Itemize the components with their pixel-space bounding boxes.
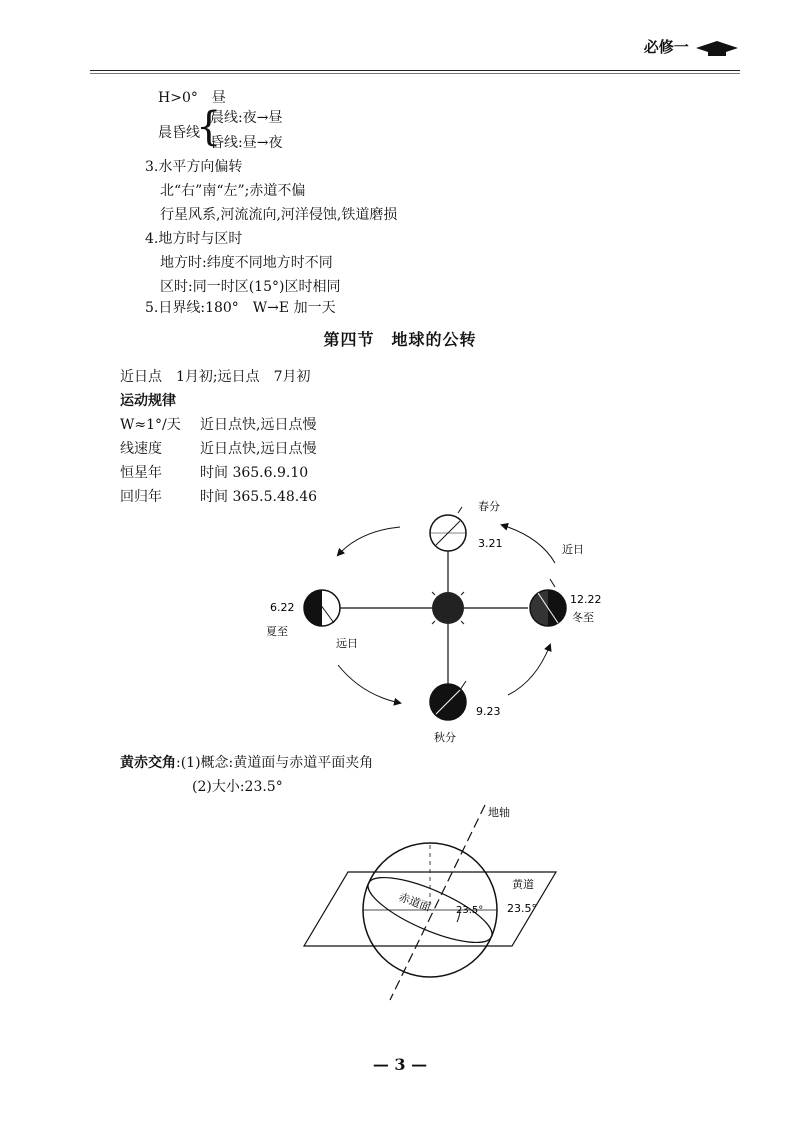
earth-summer-icon [304,590,340,626]
angle-inner-label: 23.5° [456,905,484,916]
brace: { [196,104,222,150]
item3-line-b: 行星风系,河流流向,河洋侵蚀,铁道磨损 [160,207,398,223]
spring-label: 春分 [478,500,500,513]
perihelion-line: 近日点 1月初;远日点 7月初 [120,369,311,385]
orbit-arrow-bottom-left [338,665,400,703]
dusk-line: 昏线:昼→夜 [210,135,283,151]
autumn-label: 秋分 [434,731,456,744]
autumn-date: 9.23 [476,705,501,718]
obliquity-line [120,754,373,772]
header-rule [90,70,740,71]
orbit-arrow-top-left [338,527,400,555]
motion-title: 运动规律 [120,393,176,409]
obliquity-concept: :(1)概念:黄道面与赤道平面夹角 [176,755,374,771]
winter-label: 冬至 [572,611,594,624]
line-h-gt0: H>0° 昼 [158,90,226,106]
earth-spring-icon [430,507,466,551]
item4-line-a: 地方时:纬度不同地方时不同 [160,255,333,271]
graduation-cap-icon [694,39,740,57]
axis-label: 地轴 [488,806,510,819]
summer-label: 夏至 [266,625,288,638]
obliquity-size: (2)大小:23.5° [192,779,283,795]
section-title: 第四节 地球的公转 [323,330,477,349]
angular-value: 近日点快,远日点慢 [200,417,317,433]
earth-autumn-icon [430,681,466,720]
item5-line: 5.日界线:180° W→E 加一天 [145,300,336,316]
sidereal-value: 时间 365.6.9.10 [200,465,309,481]
linear-value: 近日点快,远日点慢 [200,441,317,457]
header-rule-secondary [90,73,740,74]
item4-heading: 4.地方时与区时 [145,231,243,247]
tilt-diagram [300,800,570,1019]
header-title: 必修一 [644,36,740,57]
linear-label: 线速度 [120,441,162,457]
far-sun-label: 远日 [336,637,358,650]
item4-line-b: 区时:同一时区(15°)区时相同 [160,279,341,295]
angular-label: W≈1°/天 [120,417,181,433]
angle-outer-label: 23.5° [507,902,537,915]
orbit-arrow-top-right [502,525,555,563]
tropical-value: 时间 365.5.48.46 [200,489,318,505]
spring-date: 3.21 [478,537,503,550]
item3-heading: 3.水平方向偏转 [145,159,243,175]
dawn-line: 晨线:夜→昼 [210,110,283,126]
orbit-arrow-bottom-right [508,645,550,695]
obliquity-title: 黄赤交角 [120,755,176,771]
earth-winter-icon [530,579,566,626]
item3-line-a: 北“右”南“左”;赤道不偏 [160,183,306,199]
twilight-label: 晨昏线 [158,125,200,141]
orbit-diagram [250,495,610,754]
page-number: — 3 — [372,1055,428,1074]
summer-date: 6.22 [270,601,295,614]
sidereal-label: 恒星年 [120,465,162,481]
tropical-label: 回归年 [120,489,162,505]
ecliptic-label: 黄道 [512,878,534,891]
near-sun-label: 近日 [562,543,584,556]
winter-date: 12.22 [570,593,602,606]
equator-label: 赤道面 [396,890,433,915]
